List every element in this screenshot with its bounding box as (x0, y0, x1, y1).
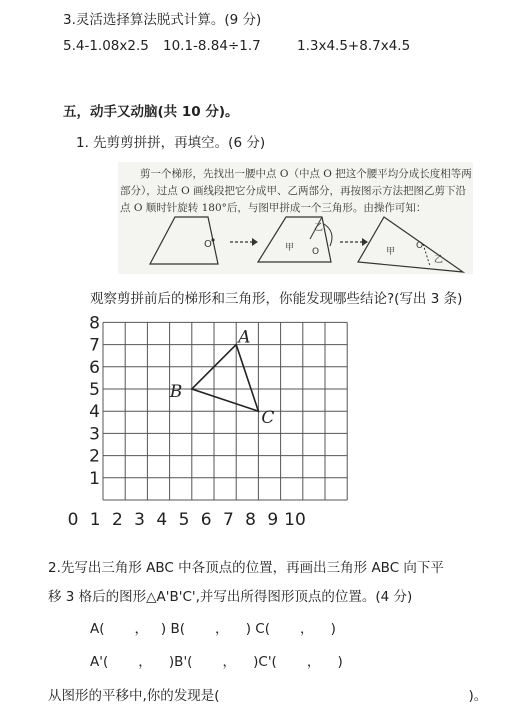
y-tick-label: 7 (89, 335, 100, 356)
y-tick-label: 8 (89, 313, 100, 334)
x-tick-label: 5 (178, 510, 190, 530)
label-jia: 甲 (285, 243, 295, 253)
problem-3: 1.3x4.5+8.7x4.5 (297, 38, 411, 54)
q2-conclusion: 从图形的平移中,你的发现是( )。 (48, 688, 488, 704)
x-tick-label: 8 (245, 510, 257, 530)
problem-1: 5.4-1.08x2.5 (63, 38, 149, 54)
x-tick-label: 2 (111, 510, 123, 530)
coordinate-grid (0, 313, 400, 539)
label-yi: 乙 (314, 223, 324, 233)
y-tick-label: 4 (89, 402, 100, 423)
q1-title: 1. 先剪剪拼拼，再填空。(6 分) (76, 135, 266, 151)
answer-row-1: A( ， ) B( ， ) C( ， ) (90, 621, 336, 637)
scan-line-2: 部分），过点 O 画线段把它分成甲、乙两部分，再按图示方法把图乙剪下沿 (120, 185, 467, 197)
y-tick-label: 1 (89, 468, 100, 489)
x-tick-label: 10 (284, 510, 306, 530)
label-o2: O (312, 247, 320, 257)
trapezoid-figures (118, 162, 473, 274)
section3-heading: 3.灵活选择算法脱式计算。(9 分) (63, 12, 262, 28)
problem-2: 10.1-8.84÷1.7 (163, 38, 261, 54)
y-tick-label: 2 (89, 446, 100, 467)
x-tick-label: 0 (67, 510, 79, 530)
label-o3: O (416, 241, 424, 251)
scan-line-3: 点 O 顺时针旋转 180°后，与图甲拼成一个三角形。由操作可知： (120, 202, 427, 214)
x-tick-label: 1 (89, 510, 101, 530)
scanned-figure (118, 162, 473, 274)
x-tick-label: 3 (134, 510, 146, 530)
vertex-label-c: C (261, 408, 275, 429)
q2-line1: 2.先写出三角形 ABC 中各顶点的位置，再画出三角形 ABC 向下平 (48, 560, 444, 576)
label-jia2: 甲 (386, 247, 396, 257)
q2-line2: 移 3 格后的图形△A'B'C',并写出所得图形顶点的位置。(4 分) (48, 589, 413, 605)
y-tick-label: 3 (89, 424, 100, 445)
section5-heading: 五，动手又动脑(共 10 分)。 (63, 104, 239, 120)
triangle-abc (192, 345, 259, 412)
x-tick-label: 9 (267, 510, 279, 530)
vertex-label-a: A (238, 327, 251, 348)
y-tick-label: 5 (89, 380, 100, 400)
x-tick-label: 4 (156, 510, 168, 530)
label-o1: O (204, 239, 212, 250)
answer-row-2: A'( ， )B'( ， )C'( ， ) (90, 654, 343, 670)
vertex-label-b: B (169, 382, 183, 402)
grid-svg (0, 313, 400, 535)
label-yi2: 乙 (434, 255, 444, 265)
y-tick-label: 6 (89, 357, 100, 378)
scan-line-1: 剪一个梯形，先找出一腰中点 O（中点 O 把这个腰平均分成长度相等两 (140, 168, 472, 180)
x-tick-label: 7 (222, 510, 234, 530)
q1-prompt: 观察剪拼前后的梯形和三角形，你能发现哪些结论?(写出 3 条) (90, 291, 463, 307)
x-tick-label: 6 (200, 510, 212, 530)
